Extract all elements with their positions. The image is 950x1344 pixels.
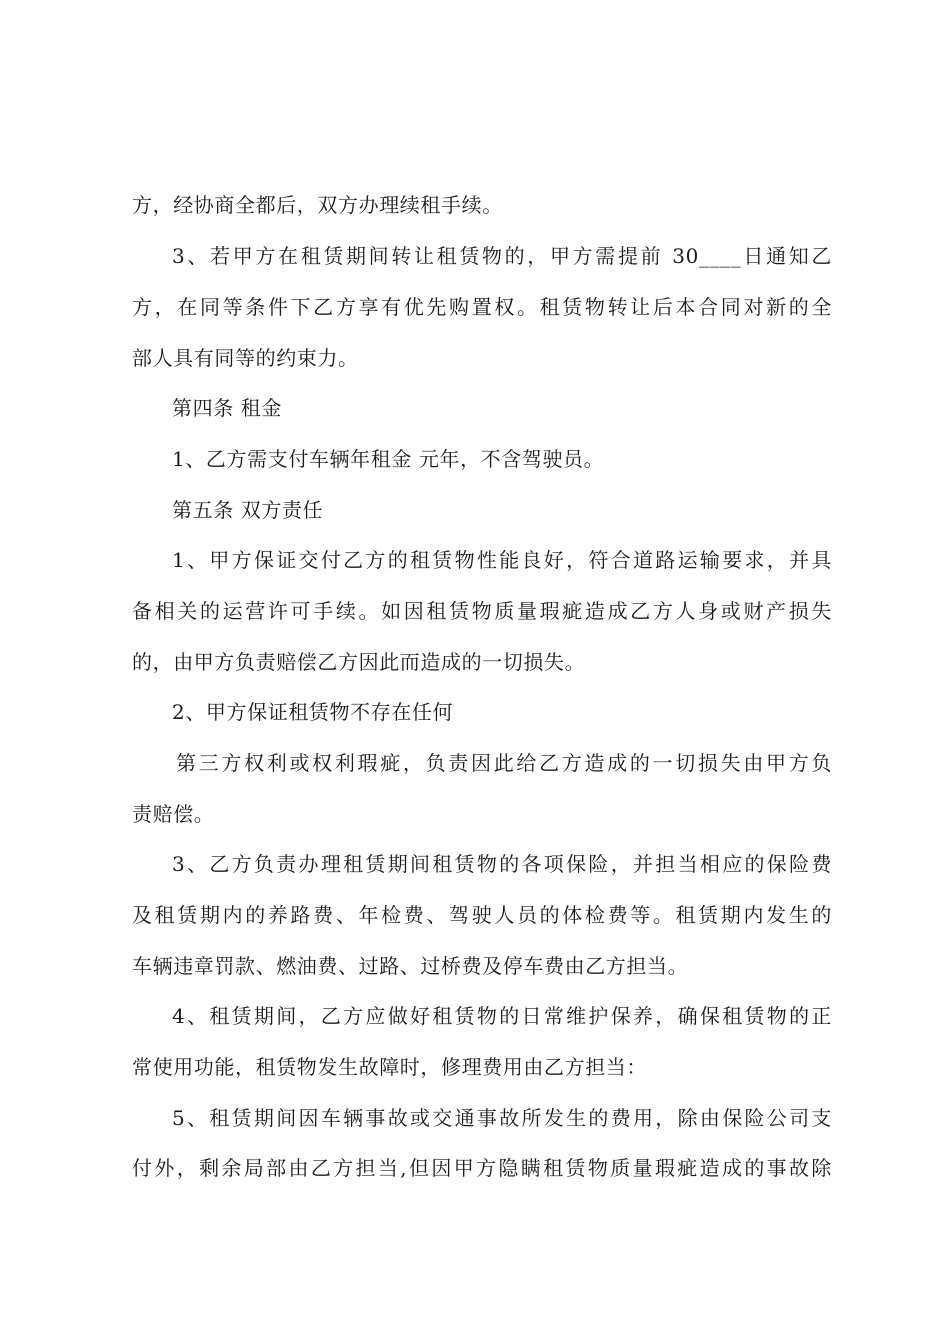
text-line: 付外，剩余局部由乙方担当,但因甲方隐瞒租赁物质量瑕疵造成的事故除 [132,1156,832,1180]
text-line: 及租赁期内的养路费、年检费、驾驶人员的体检费等。租赁期内发生的 [132,903,832,927]
text-line: 车辆违章罚款、燃油费、过路、过桥费及停车费由乙方担当。 [132,954,689,978]
text-line: 备相关的运营许可手续。如因租赁物质量瑕疵造成乙方人身或财产损失 [132,599,832,623]
text-line: 4、租赁期间，乙方应做好租赁物的日常维护保养，确保租赁物的正 [172,1004,832,1028]
text-line: 方，经协商全都后，双方办理续租手续。 [132,193,503,217]
text-line: 1、甲方保证交付乙方的租赁物性能良好，符合道路运输要求，并具 [172,548,832,572]
section-heading: 第五条 双方责任 [172,498,324,522]
text-line: 的，由甲方负责赔偿乙方因此而造成的一切损失。 [132,650,586,674]
text-line: 部人具有同等的约束力。 [132,346,359,370]
text-line: 3、若甲方在租赁期间转让租赁物的，甲方需提前 30____日通知乙 [172,244,832,268]
text-line: 责赔偿。 [132,802,215,826]
section-heading: 第四条 租金 [172,396,282,420]
text-line: 2、甲方保证租赁物不存在任何 [172,700,454,724]
text-line: 1、乙方需支付车辆年租金 元年，不含驾驶员。 [172,447,605,471]
text-line: 3、乙方负责办理租赁期间租赁物的各项保险，并担当相应的保险费 [172,852,832,876]
text-line: 常使用功能，租赁物发生故障时，修理费用由乙方担当： [132,1055,647,1079]
text-line: 方，在同等条件下乙方享有优先购置权。租赁物转让后本合同对新的全 [132,295,832,319]
text-line: 5、租赁期间因车辆事故或交通事故所发生的费用，除由保险公司支 [172,1106,832,1130]
text-line: 第三方权利或权利瑕疵，负责因此给乙方造成的一切损失由甲方负 [176,751,832,775]
